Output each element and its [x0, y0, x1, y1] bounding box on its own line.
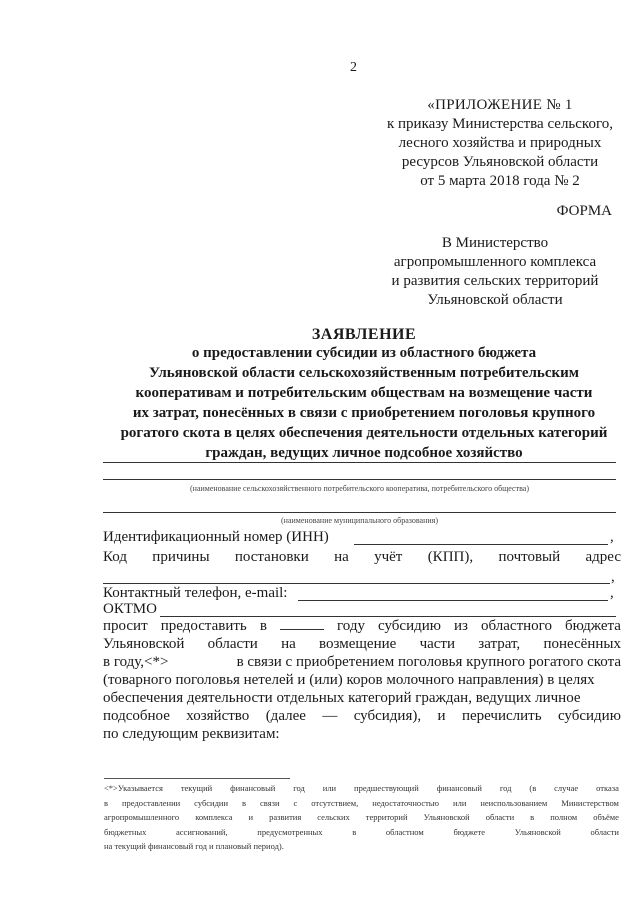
body-word: перечислить [461, 708, 542, 724]
addressee-block [370, 234, 620, 310]
title-line: кооперативам и потребительским обществам на возмещение части [135, 385, 593, 401]
oktmo-label: ОКТМО [103, 601, 157, 617]
fn-word: или [322, 783, 337, 793]
fn-word: области [590, 826, 619, 837]
fn-word: <*>Указывается [104, 783, 163, 793]
contact-field[interactable] [298, 600, 608, 601]
fn-word: Министерством [561, 797, 619, 808]
fn-word: неиспользованием [480, 797, 548, 808]
body-word: части [419, 636, 456, 652]
fn-word: недостаточностью [372, 797, 440, 808]
municipality-line[interactable] [103, 512, 616, 513]
body-line [103, 617, 621, 635]
kpp-word: на [334, 549, 349, 565]
title-line: рогатого скота в целях обеспечения деятельности отдельных категорий [120, 425, 608, 441]
fn-word: предоставлении [122, 797, 181, 808]
fn-word: агропромышленного [104, 812, 180, 822]
body-line [103, 707, 621, 725]
fn-word: год [499, 783, 512, 793]
body-line [103, 653, 621, 671]
body-word: (товарного поголовья нетелей и (или) коров молочного направления) в целях [103, 672, 595, 688]
body-word: подсобное [103, 708, 170, 724]
fn-word: сельских [317, 812, 350, 822]
form-label: ФОРМА [556, 203, 612, 219]
kpp-word: (КПП), [427, 549, 474, 565]
footnote-line [104, 839, 619, 854]
fn-word: Ульяновской [514, 826, 561, 837]
body-word: в связи с приобретением поголовья крупного рогатого скота [236, 654, 621, 670]
footnote-line [104, 796, 619, 811]
fn-word: полном [550, 812, 578, 822]
title-heading: ЗАЯВЛЕНИЕ [311, 326, 417, 343]
footnote-line [104, 810, 619, 825]
body-word: затрат, [478, 636, 521, 652]
appendix-block [385, 96, 615, 191]
fn-word: областном [385, 826, 424, 837]
year-blank[interactable] [280, 617, 324, 630]
body-word: Ульяновской [103, 636, 185, 652]
body-word: в [259, 618, 267, 634]
page-number: 2 [350, 60, 357, 75]
body-word: году [337, 618, 365, 634]
body-word: на [281, 636, 296, 652]
body-word: по следующим реквизитам: [103, 726, 280, 742]
appendix-heading: «ПРИЛОЖЕНИЕ № 1 [427, 97, 573, 113]
fn-word: предшествующий [354, 783, 419, 793]
inn-end: , [610, 529, 614, 545]
fn-word: комплекса [195, 812, 233, 822]
kpp-end: , [611, 569, 615, 585]
body-line [103, 689, 621, 707]
fn-word: бюджетных [104, 826, 147, 837]
title-line: о предоставлении субсидии из областного бюджета [191, 345, 537, 361]
fn-word: финансовый [230, 783, 276, 793]
fn-word: объёме [593, 812, 619, 822]
inn-label: Идентификационный номер (ИНН) [103, 529, 329, 545]
fn-word: предусмотренных [257, 826, 323, 837]
fn-word: субсидии [194, 797, 229, 808]
body-word: и [437, 708, 446, 724]
coop-name-line-1[interactable] [103, 462, 616, 463]
fn-word: отказа [596, 783, 619, 793]
fn-word: отсутствием, [311, 797, 359, 808]
body-word: в году,<*> [103, 654, 169, 670]
body-word: субсидию [378, 618, 441, 634]
coop-name-line-2[interactable] [103, 479, 616, 480]
kpp-word: причины [152, 549, 210, 565]
fn-word: финансовый [436, 783, 482, 793]
fn-word: текущий [180, 783, 213, 793]
fn-word: или [453, 797, 467, 808]
body-word: субсидия), [353, 708, 422, 724]
addressee-line: В Министерство [441, 235, 549, 251]
fn-word: территорий [365, 812, 408, 822]
title-line: их затрат, понесённых в связи с приобретением поголовья крупного [132, 405, 596, 421]
fn-word: развития [269, 812, 302, 822]
appendix-line: лесного хозяйства и природных [398, 135, 602, 151]
fn-word: случае [554, 783, 579, 793]
footnote-line [104, 781, 619, 796]
kpp-word: почтовый [498, 549, 561, 565]
fn-word: в [242, 797, 247, 808]
contact-label: Контактный телефон, e-mail: [103, 585, 288, 601]
appendix-line: от 5 марта 2018 года № 2 [420, 173, 580, 189]
inn-field[interactable] [354, 544, 608, 545]
body-line [103, 671, 621, 689]
appendix-line: к приказу Министерства сельского, [386, 116, 613, 132]
fn-word: в [352, 826, 357, 837]
body-word: предоставить [160, 618, 247, 634]
fn-word: на текущий финансовый год и плановый период). [104, 841, 284, 851]
coop-caption: (наименование сельскохозяйственного потребительского кооператива, потребительского общества) [190, 484, 529, 493]
kpp-word: адрес [585, 549, 621, 565]
fn-word: (в [529, 783, 537, 793]
addressee-line: Ульяновской области [427, 292, 563, 308]
fn-word: год [293, 783, 305, 793]
footnote-line [104, 825, 619, 840]
body-word: областного [481, 618, 552, 634]
fn-word: области [485, 812, 515, 822]
appendix-line: ресурсов Ульяновской области [401, 154, 599, 170]
footnote [104, 781, 619, 854]
fn-word: и [248, 812, 254, 822]
fn-word: Ульяновской [423, 812, 470, 822]
kpp-line [103, 548, 621, 566]
body-word: обеспечения деятельности отдельных категорий граждан, ведущих личное [103, 690, 581, 706]
title-line: Ульяновской области сельскохозяйственным потребительским [149, 365, 579, 381]
document-title [100, 325, 628, 463]
body-word: понесённых [543, 636, 621, 652]
footnote-separator [104, 778, 290, 779]
body-line [103, 725, 621, 743]
body-word: (далее [265, 708, 306, 724]
body-word: хозяйство [186, 708, 250, 724]
body-line [103, 635, 621, 653]
addressee-line: агропромышленного комплекса [393, 254, 597, 270]
body-word: области [207, 636, 258, 652]
body-word: субсидию [557, 708, 621, 724]
contact-end: , [610, 585, 614, 601]
addressee-line: и развития сельских территорий [391, 273, 599, 289]
municipality-caption: (наименование муниципального образования) [281, 516, 438, 525]
kpp-word: постановки [234, 549, 309, 565]
title-line: граждан, ведущих личное подсобное хозяйство [205, 445, 523, 461]
fn-word: ассигнований, [176, 826, 228, 837]
kpp-word: Код [103, 549, 127, 565]
body-word: — [322, 708, 338, 724]
body-word: возмещение [319, 636, 397, 652]
fn-word: с [293, 797, 298, 808]
fn-word: в [530, 812, 535, 822]
kpp-word: учёт [374, 549, 403, 565]
body-word: из [454, 618, 468, 634]
body-word: просит [103, 618, 148, 634]
fn-word: связи [260, 797, 280, 808]
fn-word: в [104, 797, 109, 808]
fn-word: бюджете [453, 826, 486, 837]
body-word: бюджета [565, 618, 621, 634]
request-body [103, 617, 621, 743]
